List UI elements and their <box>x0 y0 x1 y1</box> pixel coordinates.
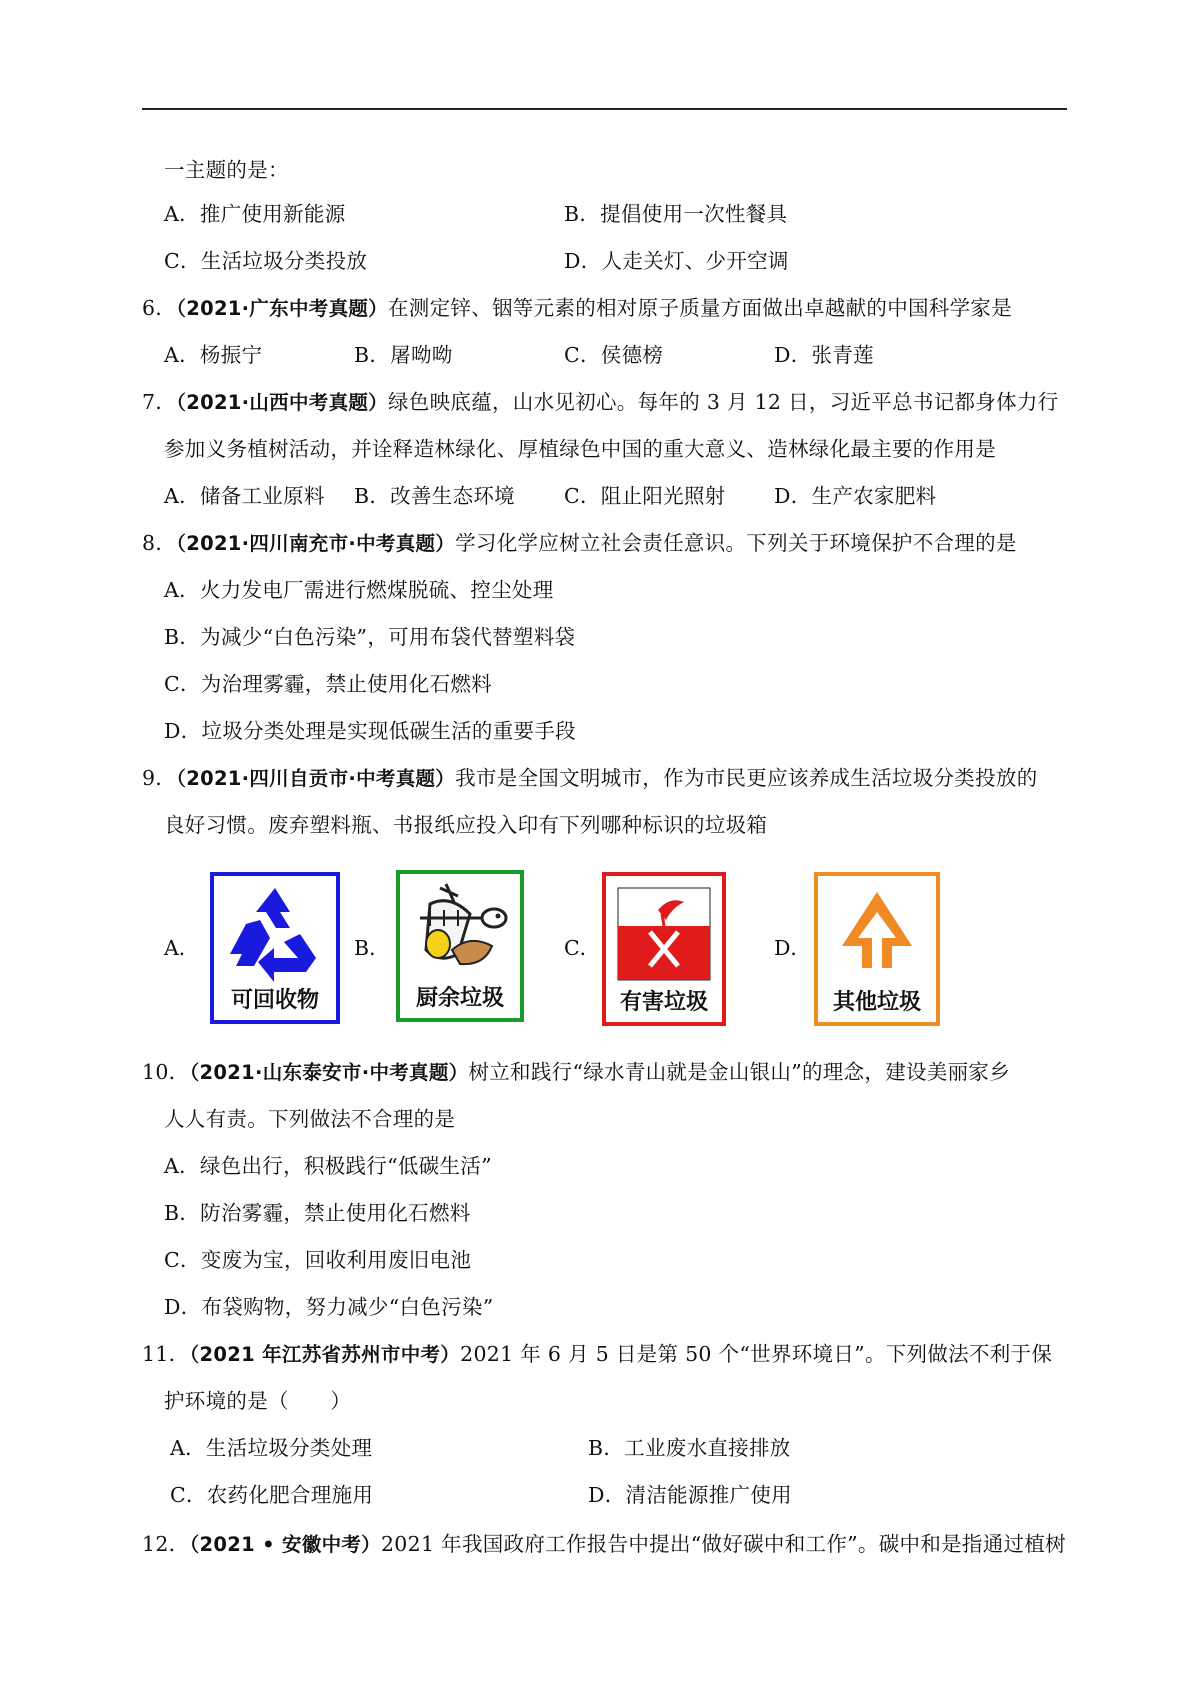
q8-option-d: D．垃圾分类处理是实现低碳生活的重要手段 <box>164 719 576 743</box>
q6-source: （2021·广东中考真题） <box>176 297 388 320</box>
q9-option-b-letter: B． <box>354 936 390 960</box>
recyclable-bin-label: 可回收物 <box>230 988 319 1013</box>
q7-option-b: B．改善生态环境 <box>354 484 515 508</box>
q5-option-c: C．生活垃圾分类投放 <box>164 249 368 273</box>
q11-source: （2021 年江苏省苏州市中考） <box>189 1343 461 1366</box>
hazardous-icon <box>606 876 722 986</box>
q6-option-d: D．张青莲 <box>774 343 874 367</box>
q10-option-b: B．防治雾霾，禁止使用化石燃料 <box>164 1201 471 1225</box>
q5-option-d: D．人走关灯、少开空调 <box>564 249 789 273</box>
q12-source: （2021 • 安徽中考） <box>189 1533 381 1556</box>
kitchen-waste-bin-sign <box>396 870 524 1022</box>
q12-text: 2021 年我国政府工作报告中提出“做好碳中和工作”。碳中和是指通过植树 <box>380 1532 1066 1556</box>
q9-source: （2021·四川自贡市·中考真题） <box>176 767 456 790</box>
q11-option-a: A．生活垃圾分类处理 <box>170 1436 373 1460</box>
q7-option-a: A．储备工业原料 <box>164 484 325 508</box>
q11-stem-line1 <box>142 1340 1052 1369</box>
q6-stem <box>142 294 1012 323</box>
q9-number: 9． <box>142 766 177 790</box>
q10-option-c: C．变废为宝，回收利用废旧电池 <box>164 1248 472 1272</box>
q6-number: 6． <box>142 296 177 320</box>
q10-source: （2021·山东泰安市·中考真题） <box>189 1061 469 1084</box>
q8-number: 8． <box>142 531 177 555</box>
q11-option-d: D．清洁能源推广使用 <box>588 1483 792 1507</box>
q6-option-c: C．侯德榜 <box>564 343 664 367</box>
other-waste-icon <box>818 876 936 986</box>
q9-option-a-letter: A． <box>164 936 200 960</box>
q7-stem-line1 <box>142 388 1059 417</box>
header-rule <box>142 108 1067 110</box>
hazardous-waste-bin-label: 有害垃圾 <box>619 990 708 1015</box>
q11-text-1: 2021 年 6 月 5 日是第 50 个“世界环境日”。下列做法不利于保 <box>460 1342 1053 1366</box>
q10-stem-line1 <box>142 1058 1010 1087</box>
q5-stem-tail: 一主题的是： <box>164 158 289 182</box>
q12-number: 12． <box>142 1532 190 1556</box>
hazardous-waste-bin-sign <box>602 872 726 1026</box>
q7-text-1: 绿色映底蕴，山水见初心。每年的 3 月 12 日，习近平总书记都身体力行 <box>388 390 1059 414</box>
q9-stem-line1 <box>142 764 1038 793</box>
other-waste-bin-sign <box>814 872 940 1026</box>
q10-number: 10． <box>142 1060 190 1084</box>
q7-number: 7． <box>142 390 177 414</box>
q9-stem-line2: 良好习惯。废弃塑料瓶、书报纸应投入印有下列哪种标识的垃圾箱 <box>164 813 768 837</box>
q7-option-d: D．生产农家肥料 <box>774 484 937 508</box>
q8-source: （2021·四川南充市·中考真题） <box>176 532 456 555</box>
q10-stem-line2: 人人有责。下列做法不合理的是 <box>164 1107 456 1131</box>
q8-stem <box>142 529 1017 558</box>
q11-option-b: B．工业废水直接排放 <box>588 1436 791 1460</box>
q12-stem <box>142 1530 1066 1559</box>
q11-stem-line2: 护环境的是（ ） <box>164 1389 352 1413</box>
q11-number: 11． <box>142 1342 190 1366</box>
q9-text-1: 我市是全国文明城市，作为市民更应该养成生活垃圾分类投放的 <box>455 766 1038 790</box>
q5-option-b: B．提倡使用一次性餐具 <box>564 202 788 226</box>
q9-option-d-letter: D． <box>774 936 811 960</box>
q5-option-a: A．推广使用新能源 <box>164 202 346 226</box>
q9-option-c-letter: C． <box>564 936 601 960</box>
recyclable-bin-sign <box>210 872 340 1024</box>
q8-option-a: A．火力发电厂需进行燃煤脱硫、控尘处理 <box>164 578 554 602</box>
q8-text: 学习化学应树立社会责任意识。下列关于环境保护不合理的是 <box>455 531 1017 555</box>
kitchen-waste-bin-label: 厨余垃圾 <box>415 986 504 1011</box>
food-waste-icon <box>400 874 520 984</box>
q8-option-c: C．为治理雾霾，禁止使用化石燃料 <box>164 672 492 696</box>
q7-option-c: C．阻止阳光照射 <box>564 484 726 508</box>
recycle-icon <box>214 876 336 986</box>
q10-option-a: A．绿色出行，积极践行“低碳生活” <box>164 1154 492 1178</box>
q11-option-c: C．农药化肥合理施用 <box>170 1483 374 1507</box>
q8-option-b: B．为减少“白色污染”，可用布袋代替塑料袋 <box>164 625 576 649</box>
q6-option-b: B．屠呦呦 <box>354 343 453 367</box>
q10-text-1: 树立和践行“绿水青山就是金山银山”的理念，建设美丽家乡 <box>468 1060 1011 1084</box>
q7-source: （2021·山西中考真题） <box>176 391 388 414</box>
q10-option-d: D．布袋购物，努力减少“白色污染” <box>164 1295 494 1319</box>
q7-stem-line2: 参加义务植树活动，并诠释造林绿化、厚植绿色中国的重大意义、造林绿化最主要的作用是 <box>164 437 996 461</box>
other-waste-bin-label: 其他垃圾 <box>832 990 921 1015</box>
q6-option-a: A．杨振宁 <box>164 343 263 367</box>
q6-text: 在测定锌、铟等元素的相对原子质量方面做出卓越献的中国科学家是 <box>388 296 1012 320</box>
